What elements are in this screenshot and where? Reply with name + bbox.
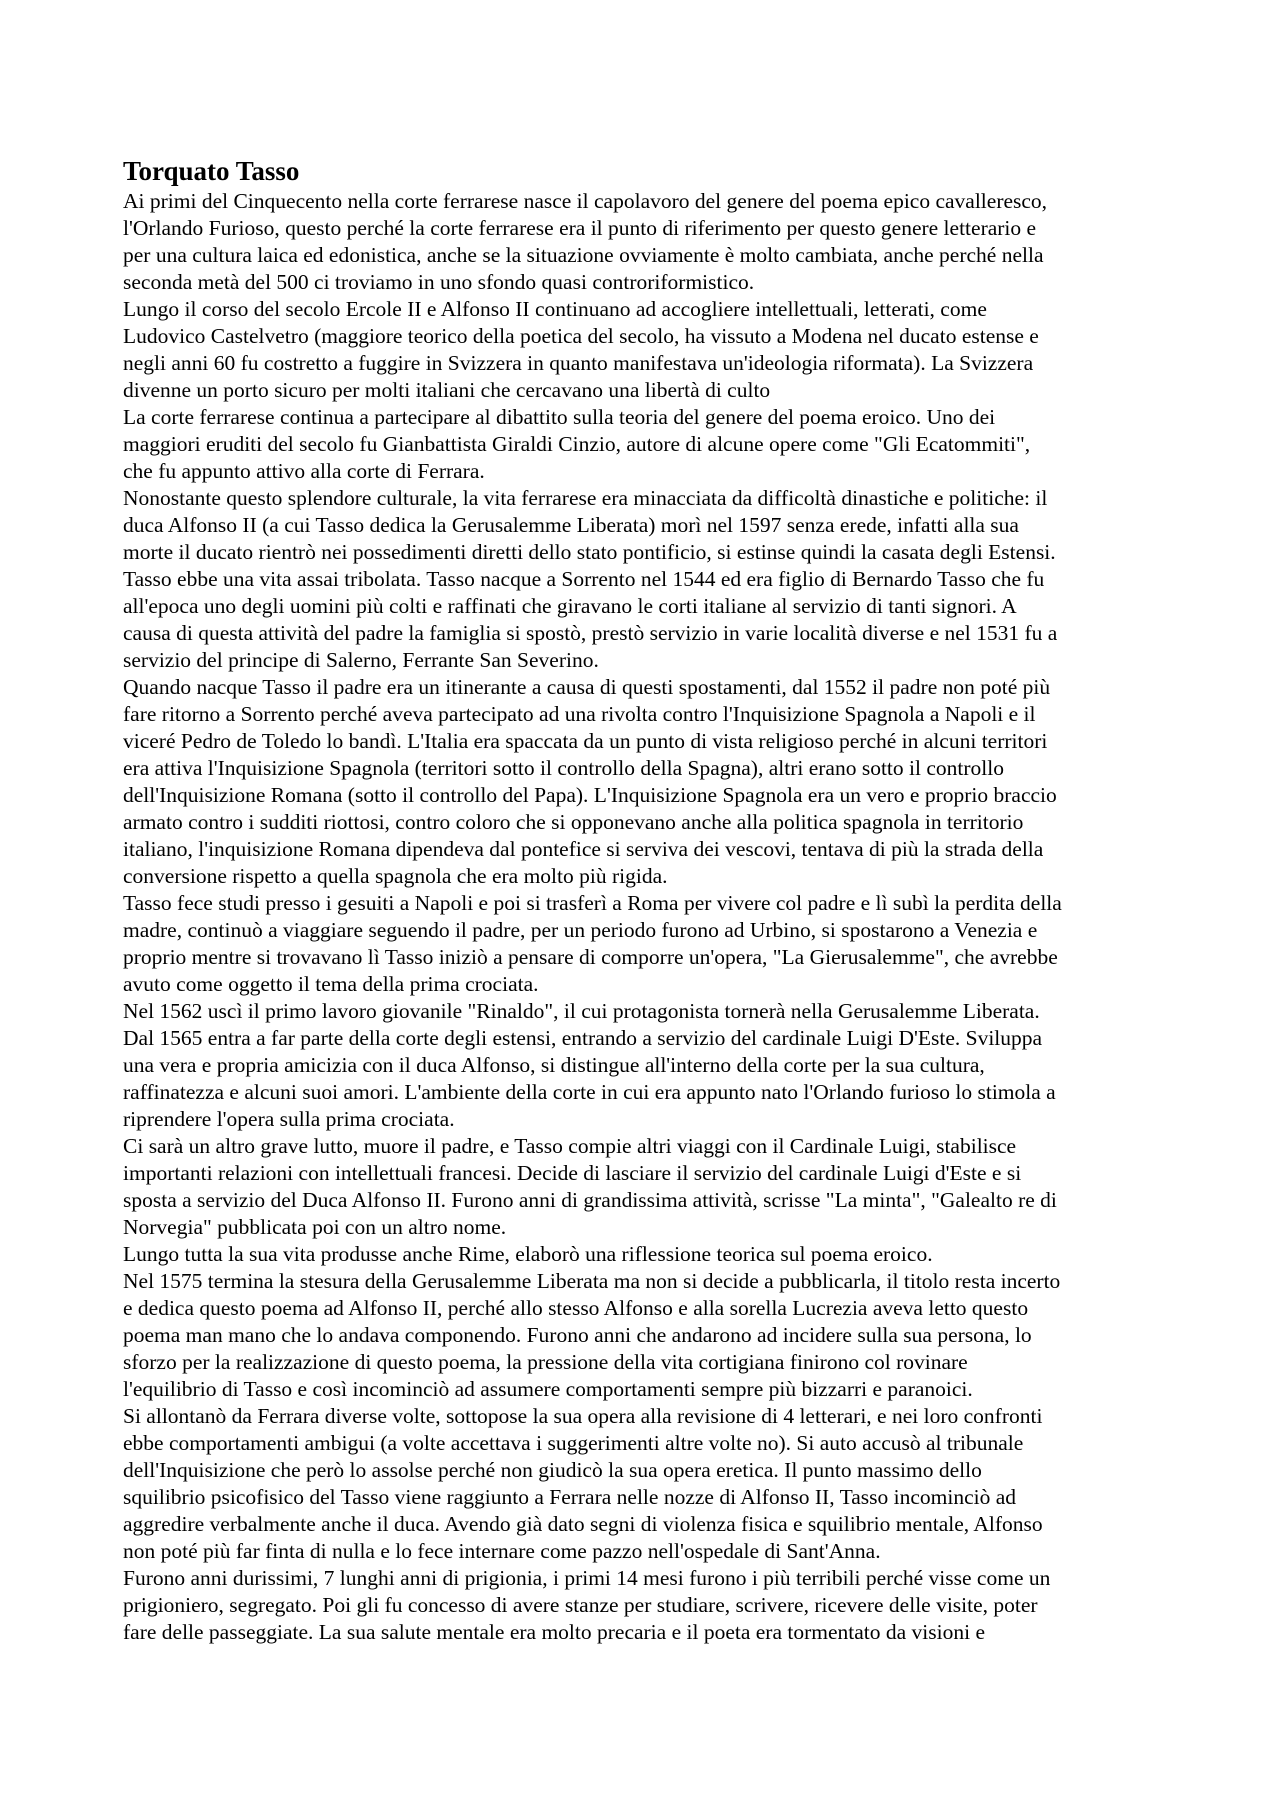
paragraph-gerusalemme: Nel 1575 termina la stesura della Gerusalemme Liberata ma non si decide a pubblicarla, il titolo resta incerto e dedica questo poema ad Alfonso II, perché allo stesso Alfonso e alla sorella Lucrezia aveva letto questo poema man mano che lo andava componendo. Furono anni che andarono ad incidere sulla sua persona, lo sforzo per la realizzazione di questo poema, la pressione della vita cortigiana finirono col rovinare l'equilibrio di Tasso e così incominciò ad assumere comportamenti sempre più bizzarri e paranoici.: [123, 1269, 1061, 1401]
document-title: Torquato Tasso: [123, 156, 300, 186]
paragraph-difficolta: Nonostante questo splendore culturale, la vita ferrarese era minacciata da difficoltà dinastiche e politiche: il duca Alfonso II (a cui Tasso dedica la Gerusalemme Liberata) morì nel 1597 senza erede, infatti alla sua morte il ducato rientrò nei possedimenti diretti dello stato pontificio, si estinse quindi la casata degli Estensi.: [123, 486, 1056, 564]
paragraph-lutto: Ci sarà un altro grave lutto, muore il padre, e Tasso compie altri viaggi con il Cardinale Luigi, stabilisce importanti relazioni con intellettuali francesi. Decide di lasciare il servizio del cardinale Luigi d'Este e si sposta a servizio del Duca Alfonso II. Furono anni di grandissima attività, scrisse "La minta", "Galealto re di Norvegia" pubblicata poi con un altro nome.: [123, 1134, 1057, 1239]
paragraph-rinaldo: Nel 1562 uscì il primo lavoro giovanile "Rinaldo", il cui protagonista tornerà nella Gerusalemme Liberata.: [123, 999, 1040, 1023]
paragraph-studi: Tasso fece studi presso i gesuiti a Napoli e poi si trasferì a Roma per vivere col padre e lì subì la perdita della madre, continuò a viaggiare seguendo il padre, per un periodo furono ad Urbino, si spostarono a Venezia e proprio mentre si trovavano lì Tasso iniziò a pensare di comporre un'opera, "La Gierusalemme", che avrebbe avuto come oggetto il tema della prima crociata.: [123, 891, 1062, 996]
document-page: [123, 154, 1168, 1646]
paragraph-giraldi: La corte ferrarese continua a partecipare al dibattito sulla teoria del genere del poema eroico. Uno dei maggiori eruditi del secolo fu Gianbattista Giraldi Cinzio, autore di alcune opere come "Gli Ecatommiti", che fu appunto attivo alla corte di Ferrara.: [123, 405, 1031, 483]
paragraph-squilibrio: Si allontanò da Ferrara diverse volte, sottopose la sua opera alla revisione di 4 letterari, e nei loro confronti ebbe comportamenti ambigui (a volte accettava i suggerimenti altre volte no). Si auto accusò al tribunale dell'Inquisizione che però lo assolse perché non giudicò la sua opera eretica. Il punto massimo dello squilibrio psicofisico del Tasso viene raggiunto a Ferrara nelle nozze di Alfonso II, Tasso incominciò ad aggredire verbalmente anche il duca. Avendo già dato segni di violenza fisica e squilibrio mentale, Alfonso non poté più far finta di nulla e lo fece internare come pazzo nell'ospedale di Sant'Anna.: [123, 1404, 1043, 1563]
paragraph-inquisizione: Quando nacque Tasso il padre era un itinerante a causa di questi spostamenti, dal 1552 il padre non poté più fare ritorno a Sorrento perché aveva partecipato ad una rivolta contro l'Inquisizione Spagnola a Napoli e il viceré Pedro de Toledo lo bandì. L'Italia era spaccata da un punto di vista religioso perché in alcuni territori era attiva l'Inquisizione Spagnola (territori sotto il controllo della Spagna), altri erano sotto il controllo dell'Inquisizione Romana (sotto il controllo del Papa). L'Inquisizione Spagnola era un vero e proprio braccio armato contro i sudditi riottosi, contro coloro che si opponevano anche alla politica spagnola in territorio italiano, l'inquisizione Romana dipendeva dal pontefice si serviva dei vescovi, tentava di più la strada della conversione rispetto a quella spagnola che era molto più rigida.: [123, 675, 1057, 888]
paragraph-nascita: Tasso ebbe una vita assai tribolata. Tasso nacque a Sorrento nel 1544 ed era figlio di Bernardo Tasso che fu all'epoca uno degli uomini più colti e raffinati che giravano le corti italiane al servizio di tanti signori. A causa di questa attività del padre la famiglia si spostò, prestò servizio in varie località diverse e nel 1531 fu a servizio del principe di Salerno, Ferrante San Severino.: [123, 567, 1058, 672]
paragraph-prigionia: Furono anni durissimi, 7 lunghi anni di prigionia, i primi 14 mesi furono i più terribili perché visse come un prigioniero, segregato. Poi gli fu concesso di avere stanze per studiare, scrivere, ricevere delle visite, poter fare delle passeggiate. La sua salute mentale era molto precaria e il poeta era tormentato da visioni e: [123, 1566, 1051, 1644]
paragraph-cinquecento: Ai primi del Cinquecento nella corte ferrarese nasce il capolavoro del genere del poema epico cavalleresco, l'Orlando Furioso, questo perché la corte ferrarese era il punto di riferimento per questo genere letterario e per una cultura laica ed edonistica, anche se la situazione ovviamente è molto cambiata, anche perché nella seconda metà del 500 ci troviamo in uno sfondo quasi controriformistico.: [123, 189, 1048, 294]
paragraph-rime: Lungo tutta la sua vita produsse anche Rime, elaborò una riflessione teorica sul poema eroico.: [123, 1242, 933, 1266]
paragraph-castelvetro: Lungo il corso del secolo Ercole II e Alfonso II continuano ad accogliere intellettuali, letterati, come Ludovico Castelvetro (maggiore teorico della poetica del secolo, ha vissuto a Modena nel ducato estense e negli anni 60 fu costretto a fuggire in Svizzera in quanto manifestava un'ideologia riformata). La Svizzera divenne un porto sicuro per molti italiani che cercavano una libertà di culto: [123, 297, 1039, 402]
paragraph-estensi: Dal 1565 entra a far parte della corte degli estensi, entrando a servizio del cardinale Luigi D'Este. Sviluppa una vera e propria amicizia con il duca Alfonso, si distingue all'interno della corte per la sua cultura, raffinatezza e alcuni suoi amori. L'ambiente della corte in cui era appunto nato l'Orlando furioso lo stimola a riprendere l'opera sulla prima crociata.: [123, 1026, 1056, 1131]
